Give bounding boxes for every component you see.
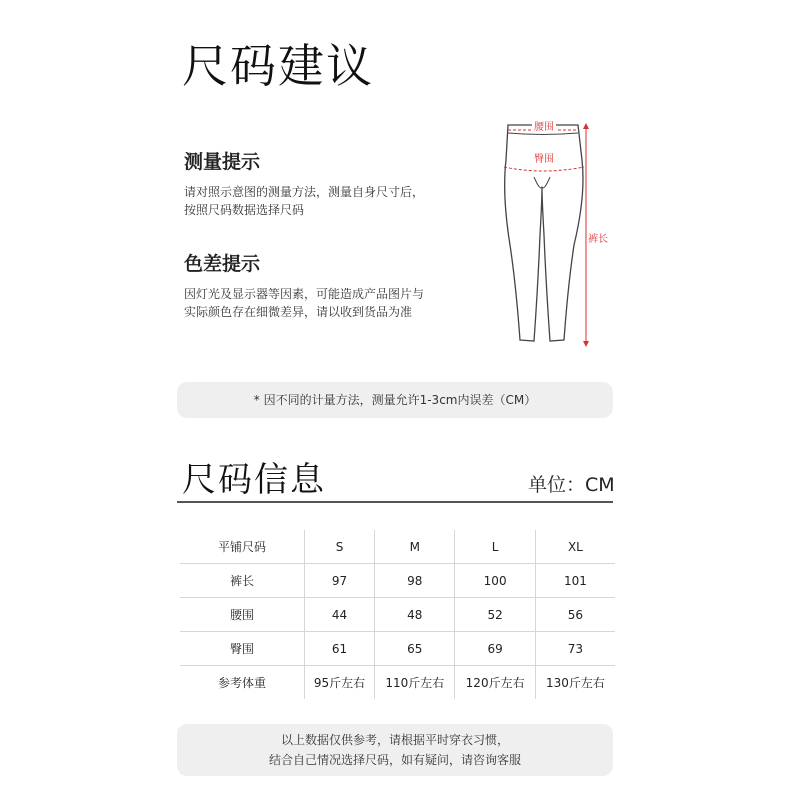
color-text [184,285,424,321]
table-cell: 110斤左右 [375,666,455,700]
table-cell: 130斤左右 [535,666,615,700]
table-header-row [180,530,615,564]
hip-label: 臀围 [532,150,556,165]
table-row [180,632,615,666]
table-cell: 101 [535,564,615,598]
table-row [180,564,615,598]
table-cell: 120斤左右 [455,666,535,700]
table-header-cell: S [305,530,375,564]
table-cell: 44 [305,598,375,632]
table-cell: 52 [455,598,535,632]
footer-note-line-2: 结合自己情况选择尺码，如有疑问，请咨询客服 [268,753,521,767]
table-cell: 97 [305,564,375,598]
color-text-line-2: 实际颜色存在细微差异，请以收到货品为准 [184,305,413,319]
table-cell: 48 [375,598,455,632]
table-cell: 98 [375,564,455,598]
color-text-line-1: 因灯光及显示器等因素，可能造成产品图片与 [184,287,425,301]
unit-label: 单位：CM [528,474,615,496]
measure-text-line-2: 按照尺码数据选择尺码 [184,203,305,217]
table-row-label: 参考体重 [217,676,266,690]
footer-note-line-1: 以上数据仅供参考，请根据平时穿衣习惯， [280,733,509,747]
table-header-cell: M [375,530,455,564]
waist-label: 腰围 [532,118,556,133]
table-cell: 56 [535,598,615,632]
table-header-cell: XL [535,530,615,564]
color-heading: 色差提示 [184,253,261,275]
table-cell: 69 [455,632,535,666]
table-row [180,598,615,632]
size-info-title: 尺码信息 [182,460,326,500]
length-label: 裤长 [587,230,609,245]
measurement-note: * 因不同的计量方法，测量允许1-3cm内误差（CM） [177,382,613,418]
measure-heading: 测量提示 [184,151,261,173]
table-header-cell: 平铺尺码 [180,530,305,564]
table-row-label: 臀围 [180,632,305,666]
table-header-cell: L [455,530,535,564]
section-divider [177,501,613,503]
table-row-label: 腰围 [180,598,305,632]
measure-text-line-1: 请对照示意图的测量方法，测量自身尺寸后， [184,185,425,199]
table-cell: 100 [455,564,535,598]
size-table [180,530,615,699]
table-row-label: 裤长 [180,564,305,598]
table-row [180,666,615,700]
page-title: 尺码建议 [182,39,374,93]
measure-text [184,183,424,219]
table-cell: 95斤左右 [305,666,375,700]
table-cell: 65 [375,632,455,666]
table-cell: 61 [305,632,375,666]
footer-note [177,724,613,776]
table-cell: 73 [535,632,615,666]
